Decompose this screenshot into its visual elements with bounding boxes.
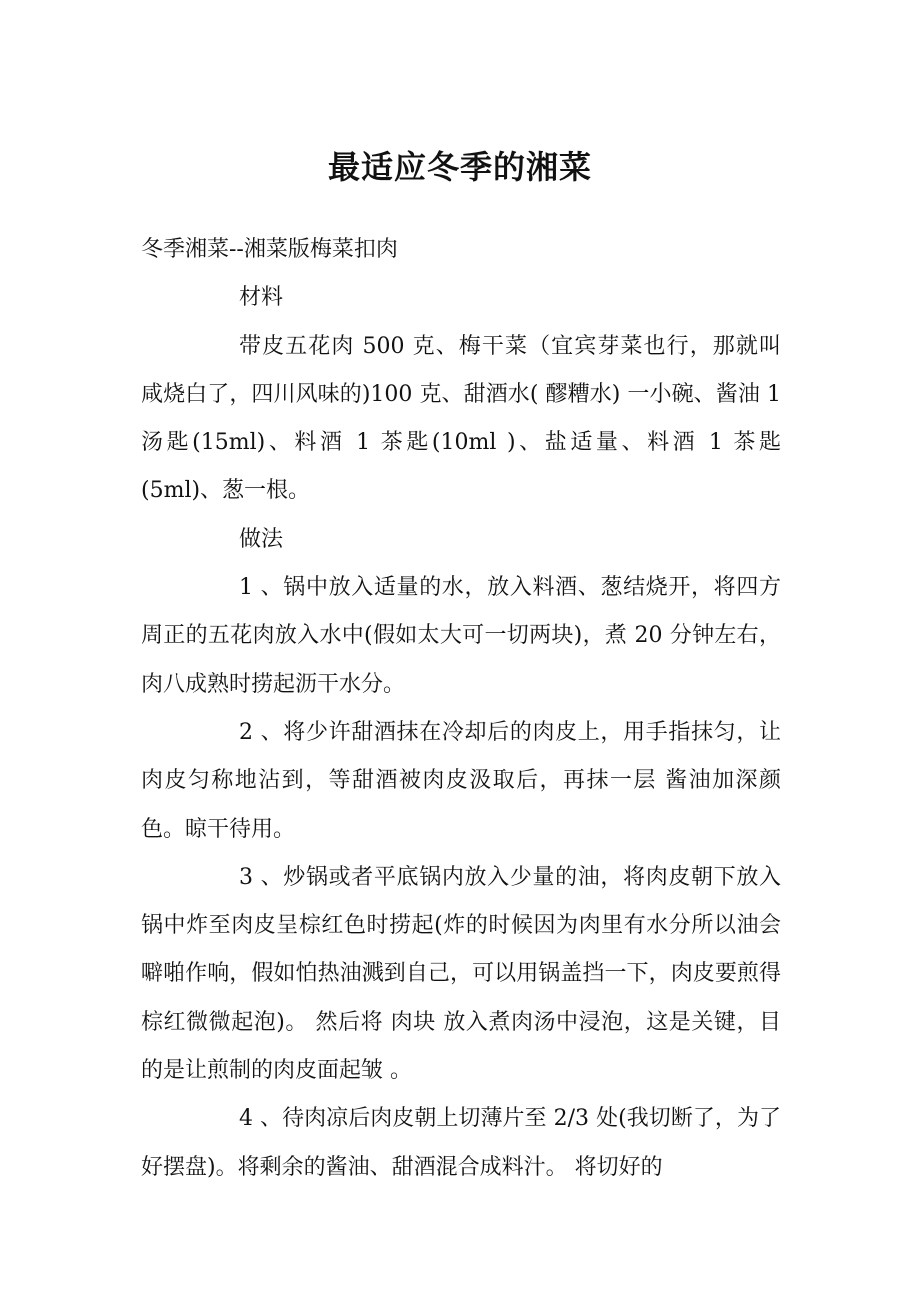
step-4-paragraph: 4 、待肉凉后肉皮朝上切薄片至 2/3 处(我切断了，为了好摆盘)。将剩余的酱油、甜酒混合成料汁。 将切好的 <box>141 1106 781 1180</box>
document-title: 最适应冬季的湘菜 <box>327 148 592 186</box>
step-2-paragraph: 2 、将少许甜酒抹在冷却后的肉皮上，用手指抹匀，让肉皮匀称地沾到，等甜酒被肉皮汲取后，再抹一层 酱油加深颜色。晾干待用。 <box>141 719 781 842</box>
step-3-paragraph: 3 、炒锅或者平底锅内放入少量的油，将肉皮朝下放入锅中炸至肉皮呈棕红色时捞起(炸的时候因为肉里有水分所以油会噼啪作响，假如怕热油溅到自己，可以用锅盖挡一下，肉皮要煎得棕红微微起泡)。 然后将 肉块 放入煮肉汤中浸泡，这是关键，目的是让煎制的肉皮面起皱 。 <box>141 864 781 1084</box>
materials-paragraph: 带皮五花肉 500 克、梅干菜（宜宾芽菜也行，那就叫 咸烧白了，四川风味的)100 克、甜酒水( 醪糟水) 一小碗、酱油 1 汤匙(15ml)、料酒 1 茶匙(10ml )、盐适量、料酒 1 茶匙(5ml)、葱一根。 <box>141 333 781 504</box>
subtitle: 冬季湘菜--湘菜版梅菜扣肉 <box>141 237 398 262</box>
method-heading: 做法 <box>239 526 284 552</box>
step-1-paragraph: 1 、锅中放入适量的水，放入料酒、葱结烧开，将四方周正的五花肉放入水中(假如太大可一切两块)，煮 20 分钟左右，肉八成熟时捞起沥干水分。 <box>141 575 781 697</box>
materials-heading: 材料 <box>239 285 284 311</box>
document-body <box>141 226 781 1192</box>
